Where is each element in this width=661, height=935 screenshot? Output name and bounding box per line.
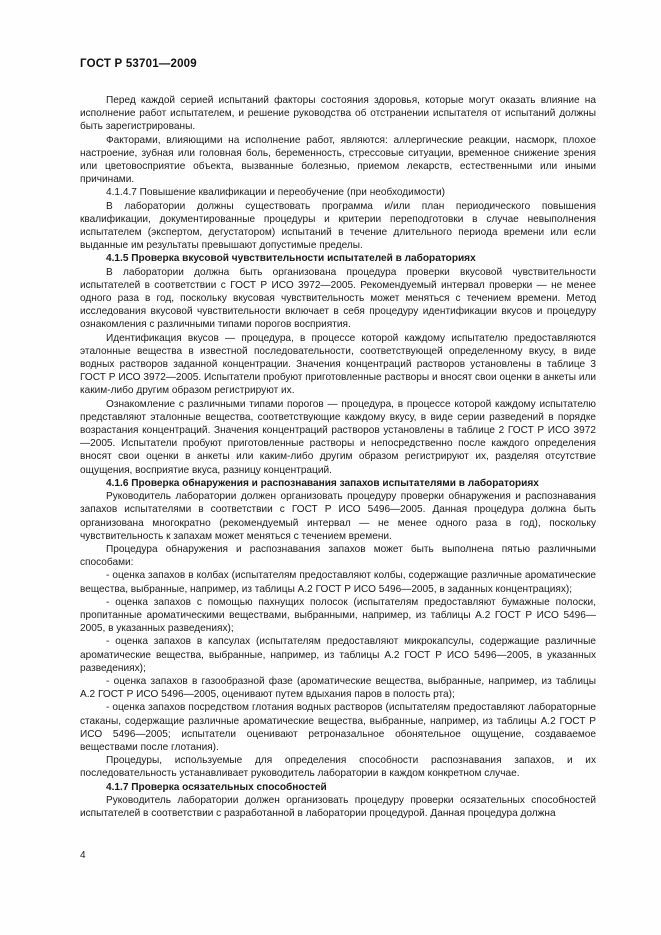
paragraph: Руководитель лаборатории должен организовать процедуру проверки осязательных способностей испытателей в соответствии с разработанной в лаборатории процедурой. Данная процедура должна [80, 794, 596, 819]
paragraph: Процедура обнаружения и распознавания запахов может быть выполнена пятью различными способами: [80, 543, 596, 569]
paragraph: В лаборатории должна быть организована процедура проверки вкусовой чувствительности испытателей в соответствии с ГОСТ Р ИСО 3972—2005. Рекомендуемый интервал проверки — не менее одного раза в год, поскольку вкусовая чувствительность может меняться с течением времени. Метод исследования вкусовой чувствительности включает в себя процедуру идентификации вкусов и процедуру ознакомления с различными типами порогов восприятия. [80, 266, 596, 331]
paragraph: Процедуры, используемые для определения способности распознавания запахов, и их последовательность устанавливает руководитель лаборатории в каждом конкретном случае. [80, 755, 596, 780]
page-number: 4 [80, 850, 86, 861]
list-item: - оценка запахов в колбах (испытателям предоставляют колбы, содержащие различные ароматические вещества, выбранные, например, из таблицы А.2 ГОСТ Р ИСО 5496—2005, в заданных концентрациях); [80, 570, 596, 595]
paragraph: Руководитель лаборатории должен организовать процедуру проверки обнаружения и распознавания запахов испытателями в соответствии с ГОСТ Р ИСО 5496—2005. Данная процедура должна быть организована многократно (рекомендуемый интервал — не менее одного раза в год), поскольку чувствительность к запахам может меняться с течением времени. [80, 491, 596, 542]
list-item: - оценка запахов в газообразной фазе (ароматические вещества, выбранные, например, из таблицы А.2 ГОСТ Р ИСО 5496—2005, оценивают путем вдыхания паров в полость рта); [80, 675, 596, 701]
document-body [80, 94, 596, 820]
paragraph: Ознакомление с различными типами порогов — процедура, в процессе которой каждому испытателю представляют эталонные вещества, соответствующие каждому вкусу, в виде серии разведений в порядке возрастания концентраций. Значения концентраций растворов установлены в таблице 2 ГОСТ Р ИСО 3972—2005. Испытатели пробуют приготовленные растворы и непосредственно после каждого определения вносят свои оценки в анкеты или каким-либо другим образом регистрируют их, разделяя отсутствие ощущения, восприятие вкуса, разницу концентраций. [80, 398, 596, 476]
paragraph: В лаборатории должны существовать программа и/или план периодического повышения квалификации, документированные процедуры и критерии переподготовки в случае невыполнения испытателем (экспертом, дегустатором) испытаний в течение длительного периода времени или если выданные им результаты превышают допустимые пределы. [80, 200, 596, 252]
list-item: - оценка запахов с помощью пахнущих полосок (испытателям предоставляют бумажные полоски, пропитанные ароматическими веществами, выбранными, например, из таблицы А.2 ГОСТ Р ИСО 5496—2005, в указанных разведениях); [80, 596, 596, 635]
section-heading: 4.1.7 Проверка осязательных способностей [106, 781, 327, 793]
paragraph: Идентификация вкусов — процедура, в процессе которой каждому испытателю предоставляются эталонные вещества в известной последовательности, соответствующей определенному вкусу, в виде водных растворов заданной концентрации. Значения концентраций растворов установлены в таблице 3 ГОСТ Р ИСО 3972—2005. Испытатели пробуют приготовленные растворы и вносят свои оценки в анкеты или каким-либо другим образом регистрируют их. [80, 332, 596, 397]
list-item: - оценка запахов посредством глотания водных растворов (испытателям предоставляют лабораторные стаканы, содержащие различные ароматические вещества, выбранные, например, из таблицы А.2 ГОСТ Р ИСО 5496—2005; испытатели оценивают ретроназальное обонятельное ощущение, создаваемое веществами после глотания). [80, 702, 596, 753]
paragraph: Перед каждой серией испытаний факторы состояния здоровья, которые могут оказать влияние на исполнение работ испытателем, и решение руководства об отстранении испытателя от испытаний должны быть зарегистрированы. [80, 95, 596, 133]
document-header: ГОСТ Р 53701—2009 [80, 58, 197, 70]
section-heading: 4.1.6 Проверка обнаружения и распознавания запахов испытателями в лабораториях [106, 477, 539, 489]
section-heading: 4.1.5 Проверка вкусовой чувствительности испытателей в лабораториях [106, 253, 476, 265]
paragraph: 4.1.4.7 Повышение квалификации и переобучение (при необходимости) [106, 187, 446, 199]
paragraph: Факторами, влияющими на исполнение работ, являются: аллергические реакции, насморк, плохое настроение, зубная или головная боль, беременность, стрессовые ситуации, временное снижение зрения или цветовосприятие объекта, вызванные болезнью, приемом лекарств, естественными или иными причинами. [80, 134, 596, 186]
list-item: - оценка запахов в капсулах (испытателям предоставляют микрокапсулы, содержащие различные ароматические вещества, выбранные, например, из таблицы А.2 ГОСТ Р ИСО 5496—2005, в указанных разведениях); [80, 636, 596, 674]
